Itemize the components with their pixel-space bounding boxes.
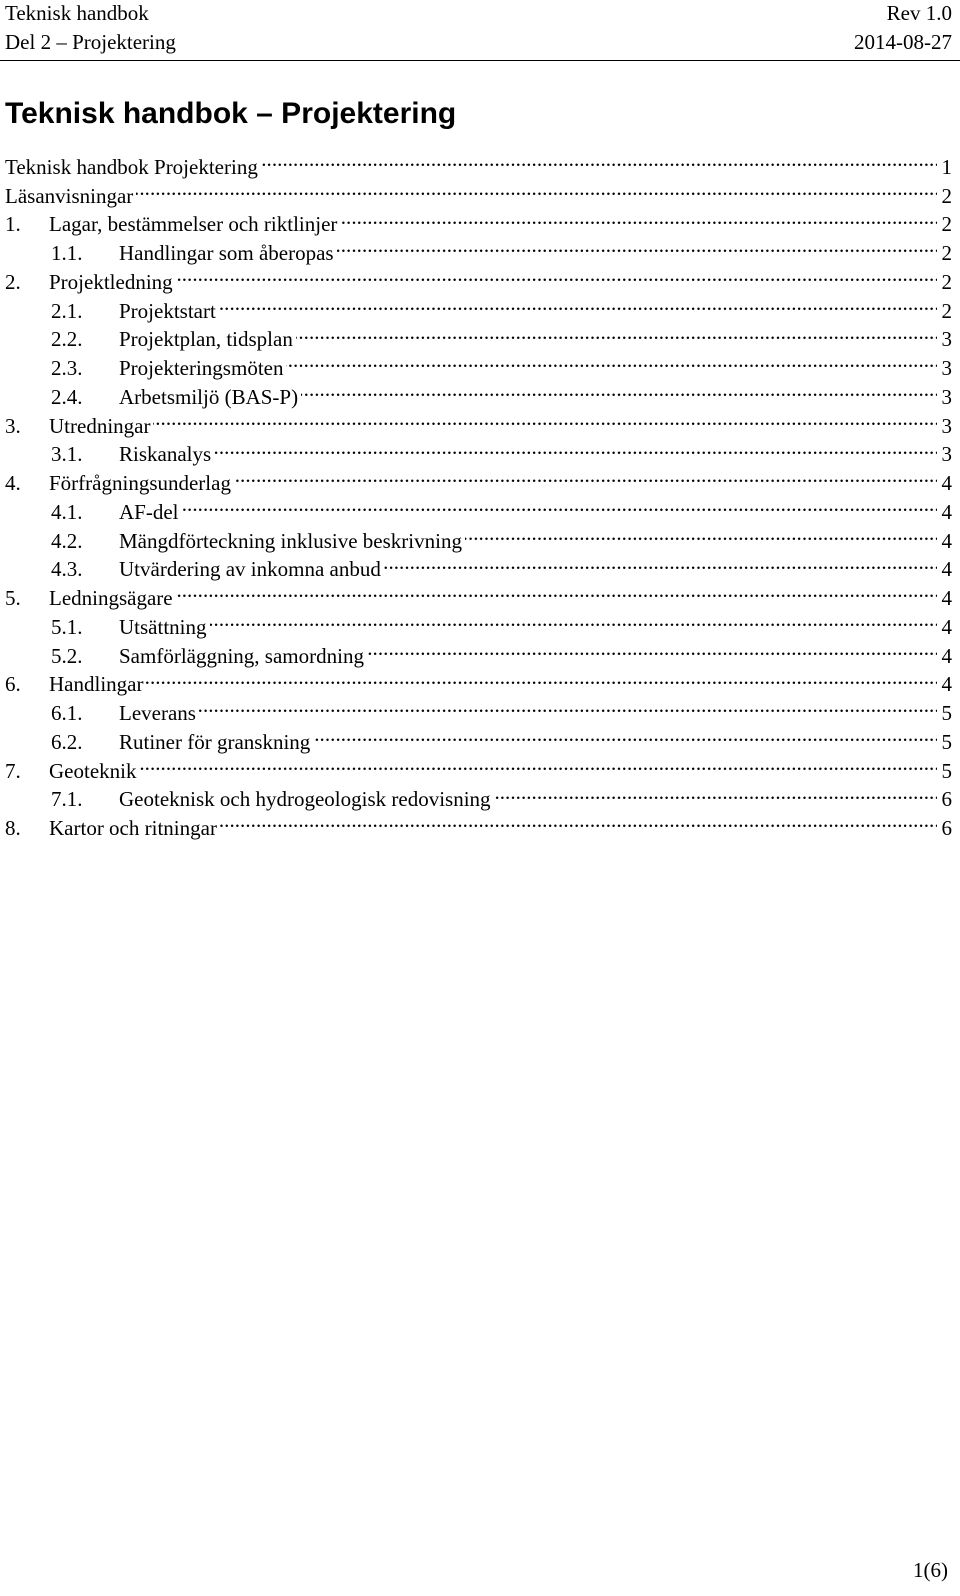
toc-entry-title: Geoteknisk och hydrogeologisk redovisning [119,787,491,812]
toc-dot-leader [261,145,937,174]
toc-dot-leader [301,375,937,404]
toc-entry-number: 2. [5,269,21,294]
toc-entry-number: 2.4. [51,384,83,409]
toc-dot-leader [234,461,937,490]
toc-dot-leader [367,634,937,663]
page-header-row-1 [5,0,952,26]
toc-entry-number: 7. [5,758,21,783]
toc-entry-page: 2 [941,269,952,294]
toc-entry[interactable] [0,203,952,237]
toc-entry-page: 4 [941,643,952,668]
toc-entry-title: Projekteringsmöten [119,356,284,380]
toc-dot-leader [340,203,937,232]
toc-dot-leader [176,260,937,289]
toc-entry-page: 3 [941,327,952,352]
document-title: Teknisk handbok – Projektering [5,97,457,130]
toc-entry-title: Projektplan, tidsplan [119,327,293,352]
toc-entry-page: 3 [941,413,952,438]
toc-entry-page: 4 [941,672,952,697]
toc-dot-leader [214,433,937,462]
toc-dot-leader [494,778,937,807]
header-doc-name: Teknisk handbok [5,1,149,25]
table-of-contents [0,145,960,840]
toc-entry-page: 4 [941,586,952,610]
toc-entry-title: Projektstart [119,298,216,323]
toc-entry-title: Mängdförteckning inklusive beskrivning [119,528,462,553]
toc-dot-leader [296,318,937,347]
toc-entry-page: 5 [941,758,952,783]
toc-entry[interactable] [0,778,952,812]
header-revision: Rev 1.0 [886,1,952,25]
toc-entry-number: 5.1. [51,614,83,639]
header-divider [0,60,960,61]
header-part: Del 2 – Projektering [5,30,176,54]
toc-entry[interactable] [0,145,952,179]
toc-entry[interactable] [0,749,952,783]
toc-entry-page: 2 [941,183,952,208]
toc-entry-number: 3.1. [51,442,83,467]
toc-entry-page: 4 [941,499,952,524]
toc-entry-page: 5 [941,701,952,725]
toc-entry-number: 2.1. [51,298,83,323]
toc-entry-number: 4. [5,471,21,495]
toc-entry-page: 2 [941,298,952,323]
toc-entry-number: 4.1. [51,499,83,524]
toc-entry-page: 2 [941,241,952,265]
toc-entry-title: Handlingar [49,672,144,697]
toc-entry-title: AF-del [119,499,179,524]
toc-entry-number: 8. [5,816,21,840]
page-header-row-2 [5,29,952,55]
toc-entry-title: Utredningar [49,413,151,438]
toc-entry-page: 4 [941,471,952,495]
toc-entry-page: 4 [941,528,952,553]
toc-entry-number: 6. [5,672,21,697]
toc-dot-leader [146,663,937,692]
toc-entry-number: 1.1. [51,241,83,265]
toc-entry-page: 6 [941,816,952,840]
toc-dot-leader [199,691,937,720]
toc-entry-number: 4.3. [51,557,83,582]
toc-dot-leader [384,548,937,577]
toc-entry-title: Riskanalys [119,442,212,467]
toc-dot-leader [153,404,937,433]
toc-dot-leader [286,346,937,375]
toc-entry-number: 6.2. [51,729,83,754]
toc-entry-page: 5 [941,729,952,754]
toc-entry-number: 2.2. [51,327,83,352]
toc-entry-title: Kartor och ritningar [49,816,217,840]
toc-entry-number: 2.3. [51,356,83,380]
toc-entry-page: 3 [941,384,952,409]
toc-entry-title: Projektledning [49,269,173,294]
toc-dot-leader [465,519,937,548]
toc-entry-page: 4 [941,557,952,582]
toc-entry-number: 6.1. [51,701,83,725]
toc-entry-page: 3 [941,442,952,467]
toc-entry-title: Leverans [119,701,196,725]
toc-dot-leader [176,576,937,605]
toc-entry[interactable] [0,174,952,208]
toc-entry-title: Förfrågningsunderlag [49,471,231,495]
toc-entry-title: Läsanvisningar [5,183,134,208]
page-number: 1(6) [913,1558,948,1582]
toc-entry-page: 1 [941,154,952,179]
toc-entry-number: 7.1. [51,787,83,812]
toc-entry-page: 2 [941,212,952,237]
toc-entry-title: Samförläggning, samordning [119,643,364,668]
toc-entry-title: Utvärdering av inkomna anbud [119,557,381,582]
toc-dot-leader [220,806,937,835]
toc-dot-leader [136,174,937,203]
toc-dot-leader [210,605,938,634]
toc-entry-number: 1. [5,212,21,237]
toc-entry-page: 6 [941,787,952,812]
toc-dot-leader [337,231,937,260]
toc-entry-title: Arbetsmiljö (BAS-P) [119,384,299,409]
toc-dot-leader [182,490,938,519]
toc-entry-number: 4.2. [51,528,83,553]
toc-entry-page: 4 [941,614,952,639]
toc-entry-page: 3 [941,356,952,380]
toc-entry-title: Teknisk handbok Projektering [5,154,258,179]
toc-dot-leader [219,289,937,318]
toc-dot-leader [313,720,937,749]
toc-entry-title: Lagar, bestämmelser och riktlinjer [49,212,338,237]
toc-entry-title: Ledningsägare [49,586,173,610]
toc-entry-title: Handlingar som åberopas [119,241,334,265]
toc-entry-title: Utsättning [119,614,207,639]
toc-entry-title: Geoteknik [49,758,137,783]
toc-entry-title: Rutiner för granskning [119,729,311,754]
toc-entry-number: 5.2. [51,643,83,668]
header-date: 2014-08-27 [854,30,952,54]
toc-entry-number: 5. [5,586,21,610]
toc-dot-leader [139,749,937,778]
toc-entry-number: 3. [5,413,21,438]
